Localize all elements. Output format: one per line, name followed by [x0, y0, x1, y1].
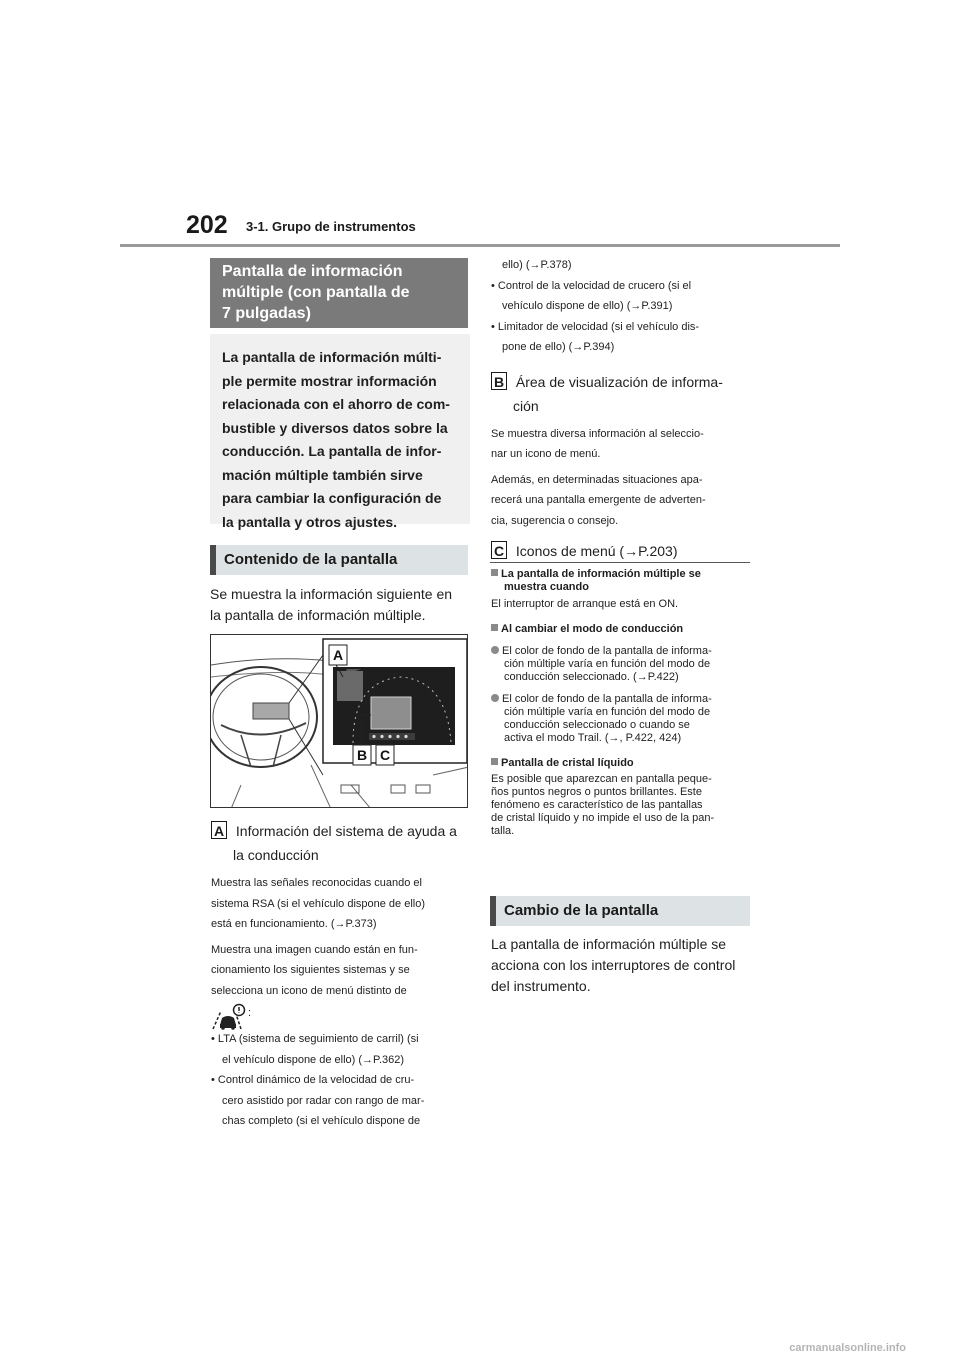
item-b-para1: Se muestra diversa información al seleccio- nar un icono de menú. — [491, 427, 704, 460]
summary-line: la pantalla y otros ajustes. — [222, 513, 398, 530]
bullet-dynamic-cruise: • Control dinámico de la velocidad de cru- cero asistido por radar con rango de mar- chas completo (si el vehículo dispone de — [211, 1074, 425, 1127]
note-2-bullet-1: El color de fondo de la pantalla de informa- ción múltiple varía en función del modo de conducción seleccionado. (→P.422) — [491, 645, 753, 684]
watermark: carmanualsonline.info — [789, 1342, 906, 1354]
page-title-line: múltiple (con pantalla de — [222, 284, 410, 301]
bullet-cont: ello) (→P.378) — [502, 259, 572, 271]
subhead-contents: Contenido de la pantalla — [210, 545, 468, 575]
note-2-bullet-2: El color de fondo de la pantalla de informa- ción múltiple varía en función del modo de conducción seleccionado o cuando se activa el modo Trail. (→, P.422, 424) — [491, 693, 753, 745]
page-title-line: Pantalla de información — [222, 263, 403, 280]
notes-divider — [490, 562, 750, 563]
notes-section — [491, 568, 753, 838]
page-number: 202 — [186, 211, 228, 239]
driving-assist-icon — [211, 1003, 247, 1031]
item-b-para2: Además, en determinadas situaciones apa- recerá una pantalla emergente de adverten- cia, sugerencia o consejo. — [491, 473, 706, 527]
page-title-box — [210, 258, 468, 328]
bullet-cruise-control: • Control de la velocidad de crucero (si el vehículo dispone de ello) (→P.391) — [491, 279, 692, 312]
figure-label-a: A — [332, 647, 344, 663]
driving-assist-icon-row — [211, 1001, 473, 1029]
header-rule — [120, 244, 840, 247]
circle-bullet-icon — [491, 694, 499, 702]
note-3-title: Pantalla de cristal líquido — [491, 757, 753, 770]
square-bullet-icon — [491, 569, 498, 576]
square-bullet-icon — [491, 624, 498, 631]
dashboard-figure — [210, 634, 468, 808]
cluster-screen-small — [253, 703, 289, 719]
information-display-area — [371, 697, 411, 729]
summary-line: ple permite mostrar información — [222, 372, 437, 389]
summary-line: conducción. La pantalla de infor- — [222, 443, 442, 459]
item-a-para1: Muestra las señales reconocidas cuando el sistema RSA (si el vehículo dispone de ello) está en funcionamiento. (→P.373) — [211, 877, 425, 930]
page-title-line: 7 pulgadas) — [222, 305, 311, 322]
left-display-area — [337, 671, 363, 701]
bullet-speed-limiter: • Limitador de velocidad (si el vehículo dis- pone de ello) (→P.394) — [491, 320, 700, 353]
change-paragraph: La pantalla de información múltiple se acciona con los interruptores de control del instrumento. — [491, 936, 736, 994]
item-c-label: C — [491, 541, 507, 559]
note-2-title: Al cambiar el modo de conducción — [491, 623, 753, 636]
dashboard-illustration — [211, 635, 468, 808]
intro-line: Se muestra la información siguiente en — [210, 586, 453, 602]
figure-label-c: C — [379, 747, 391, 763]
summary-line: para cambiar la configuración de — [222, 490, 442, 506]
subhead-change: Cambio de la pantalla — [490, 896, 750, 926]
intro-paragraph — [210, 584, 472, 626]
note-1-body: El interruptor de arranque está en ON. — [491, 598, 679, 610]
note-3-body: Es posible que aparezcan en pantalla peque- ños puntos negros o puntos brillantes. Este fenómeno es característico de las pantallas de cristal líquido y no impide el uso de la pan- talla. — [491, 773, 715, 837]
icon-suffix: : — [248, 1007, 252, 1019]
item-b-heading: B Área de visualización de informa- — [491, 370, 753, 394]
item-a-label: A — [211, 821, 227, 839]
summary-line: relacionada con el ahorro de com- — [222, 396, 450, 412]
figure-label-b: B — [356, 747, 368, 763]
summary-box — [210, 334, 470, 530]
note-1-title: La pantalla de información múltiple se muestra cuando — [491, 568, 753, 594]
section-title: 3-1. Grupo de instrumentos — [246, 219, 416, 234]
summary-line: La pantalla de información múlti- — [222, 349, 442, 365]
summary-line: mación múltiple también sirve — [222, 466, 423, 483]
item-c-heading: C Iconos de menú (→P.203) — [491, 539, 753, 563]
intro-line: la pantalla de información múltiple. — [210, 607, 426, 623]
bullet-lta: • LTA (sistema de seguimiento de carril) (si el vehículo dispone de ello) (→P.362) — [211, 1033, 419, 1066]
right-column-top: ello) (→P.378) • Control de la velocidad de crucero (si el vehículo dispone de ello) (→P.391) • Limitador de velocidad (si el vehículo dis- pone de ello) (→P.394) B Área de visualización de informa- ción Se muestra diversa información al seleccio- nar un icono de menú. Además, en determinadas situaciones apa- recerá una pantalla emergente de adverten- cia, sugerencia o consejo. C Iconos de menú (→P.203) — [491, 255, 753, 563]
item-a-section: A Información del sistema de ayuda a la conducción Muestra las señales reconocidas cuando el sistema RSA (si el vehículo dispone de ello) está en funcionamiento. (→P.373) Muestra una imagen cuando están en fun- cionamiento los siguientes sistemas y se selecciona un icono de menú distinto de : • LTA (sistema de seguimiento de carril) (si el vehículo dispone de ello) (→P.362) • Control dinámico de la velocidad de cru- cero asistido por radar con rango de mar- chas completo (si el vehículo dispone de — [211, 819, 473, 1132]
item-a-para2: Muestra una imagen cuando están en fun- cionamiento los siguientes sistemas y se selecciona un icono de menú distinto de — [211, 943, 418, 997]
item-a-heading: A Información del sistema de ayuda a — [211, 819, 473, 843]
summary-line: bustible y diversos datos sobre la — [222, 419, 448, 436]
square-bullet-icon — [491, 758, 498, 765]
item-b-label: B — [491, 372, 507, 390]
circle-bullet-icon — [491, 646, 499, 654]
